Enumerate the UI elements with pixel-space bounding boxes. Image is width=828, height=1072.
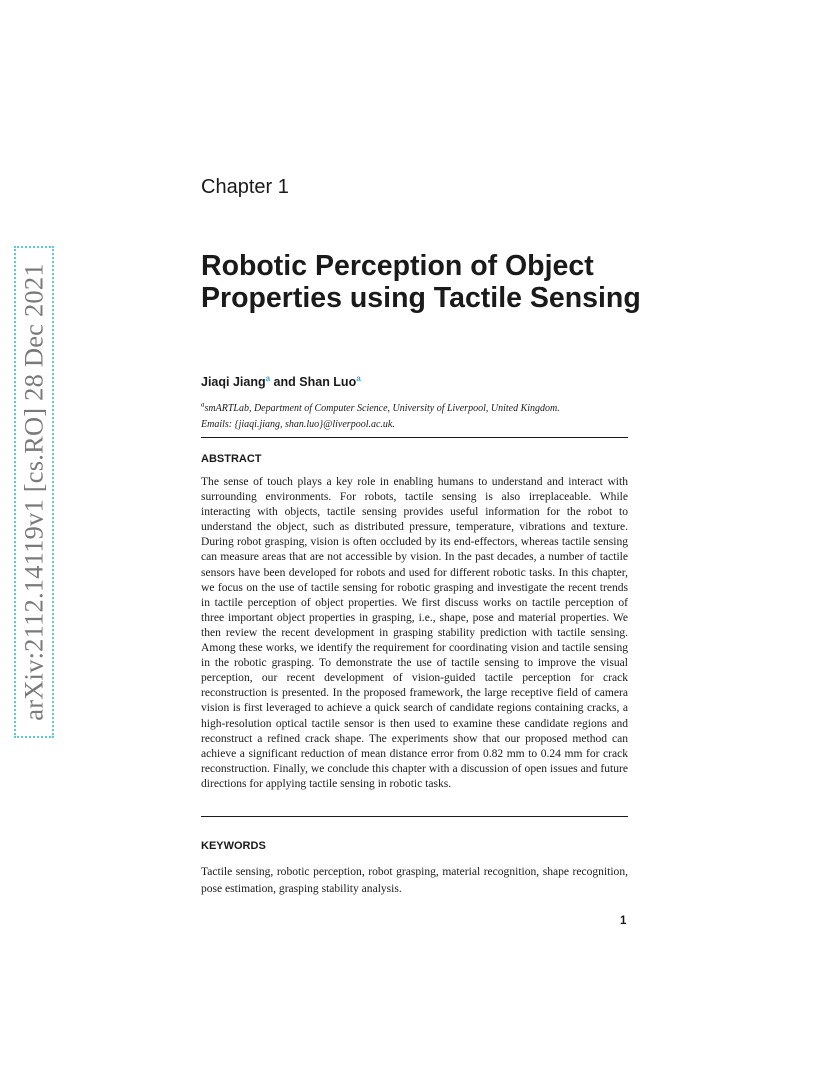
page-number: 1	[620, 915, 627, 927]
affiliation-line	[201, 401, 631, 417]
abstract-text: The sense of touch plays a key role in enabling humans to understand and interact with surrounding environments. For robots, tactile sensing is also irreplaceable. While interacting with objects, tactile sensing provides useful information for the robot to understand the object, such as distributed pressure, temperature, vibrations and texture. During robot grasping, vision is often occluded by its end-effectors, whereas tactile sensing can measure areas that are not accessible by vision. In the past decades, a number of tactile sensors have been developed for robots and used for different robotic tasks. In this chapter, we focus on the use of tactile sensing for robotic grasping and investigate the recent trends in tactile perception of object properties. We first discuss works on tactile perception of three important object properties in grasping, i.e., shape, pose and material properties. We then review the recent development in grasping stability prediction with tactile sensing. Among these works, we identify the requirement for coordinating vision and tactile sensing in the robotic grasping. To demonstrate the use of tactile sensing to improve the visual perception, our recent development of vision-guided tactile perception for crack reconstruction is presented. In the proposed framework, the large receptive field of camera vision is first leveraged to achieve a quick search of candidate regions containing cracks, a high-resolution optical tactile sensor is then used to examine these candidate regions and reconstruct a refined crack shape. The experiments show that our proposed method can achieve a significant reduction of mean distance error from 0.82 mm to 0.24 mm for crack reconstruction. Finally, we conclude this chapter with a discussion of open issues and future directions for applying tactile sensing in robotic tasks.	[201, 476, 628, 790]
author-name: Shan Luo	[299, 375, 357, 389]
author-separator: and	[273, 375, 296, 389]
affiliation-text: smARTLab, Department of Computer Science, University of Liverpool, United Kingdom.	[204, 403, 560, 414]
arxiv-identifier: arXiv:2112.14119v1 [cs.RO] 28 Dec 2021	[18, 263, 49, 721]
chapter-title: Robotic Perception of Object Properties using Tactile Sensing	[201, 250, 641, 314]
chapter-label: Chapter 1	[201, 176, 289, 198]
author-name: Jiaqi Jiang	[201, 375, 266, 389]
keywords-text: Tactile sensing, robotic perception, robot grasping, material recognition, shape recognition, pose estimation, grasping stability analysis.	[201, 866, 628, 895]
arxiv-stamp	[14, 246, 54, 738]
keywords-heading: KEYWORDS	[201, 840, 266, 852]
author-list	[201, 375, 361, 389]
horizontal-divider	[201, 437, 628, 438]
affiliation-mark: a	[356, 373, 361, 383]
affiliation-footnote-mark: a	[201, 400, 205, 409]
horizontal-divider	[201, 816, 628, 817]
affiliation-emails: Emails: {jiaqi.jiang, shan.luo}@liverpool.ac.uk.	[201, 419, 395, 430]
affiliation-block	[201, 401, 631, 433]
affiliation-mark: a	[265, 373, 271, 383]
abstract-heading: ABSTRACT	[201, 453, 262, 465]
